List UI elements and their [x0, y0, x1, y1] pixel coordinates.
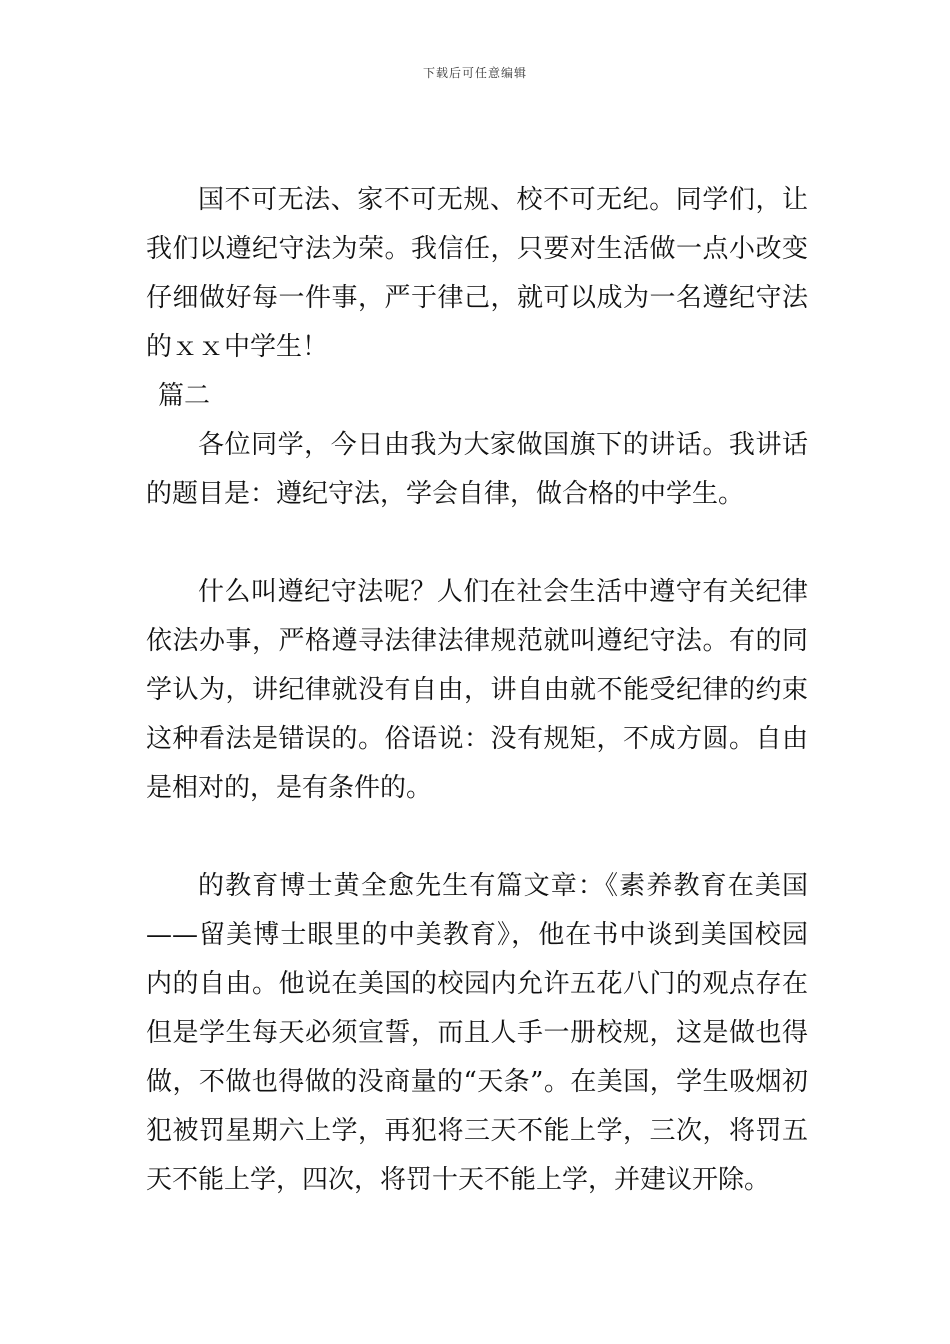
paragraph-3: 什么叫遵纪守法呢？人们在社会生活中遵守有关纪律依法办事，严格遵寻法律法律规范就叫遵纪守法。有的同学认为，讲纪律就没有自由，讲自由就不能受纪律的约束这种看法是错误的。俗语说：没有规矩，不成方圆。自由是相对的，是有条件的。 [146, 577, 808, 803]
paragraph-2: 各位同学，今日由我为大家做国旗下的讲话。我讲话的题目是：遵纪守法，学会自律，做合格的中学生。 [146, 430, 808, 509]
section-label: 篇二 [158, 381, 211, 411]
page-header-note: 下载后可任意编辑 [422, 66, 527, 80]
paragraph-gap [146, 813, 808, 862]
paragraph-1: 国不可无法、家不可无规、校不可无纪。同学们，让我们以遵纪守法为荣。我信任，只要对生活做一点小改变仔细做好每一件事，严于律己，就可以成为一名遵纪守法的ｘｘ中学生！ [146, 185, 808, 362]
paragraph-gap [146, 519, 808, 568]
document-body [146, 176, 808, 1205]
paragraph-4: 的教育博士黄全愈先生有篇文章：《素养教育在美国——留美博士眼里的中美教育》，他在书中谈到美国校园内的自由。他说在美国的校园内允许五花八门的观点存在但是学生每天必须宣誓，而且人手一册校规，这是做也得做，不做也得做的没商量的“天条”。在美国，学生吸烟初犯被罚星期六上学，再犯将三天不能上学，三次，将罚五天不能上学，四次，将罚十天不能上学，并建议开除。 [146, 871, 808, 1195]
